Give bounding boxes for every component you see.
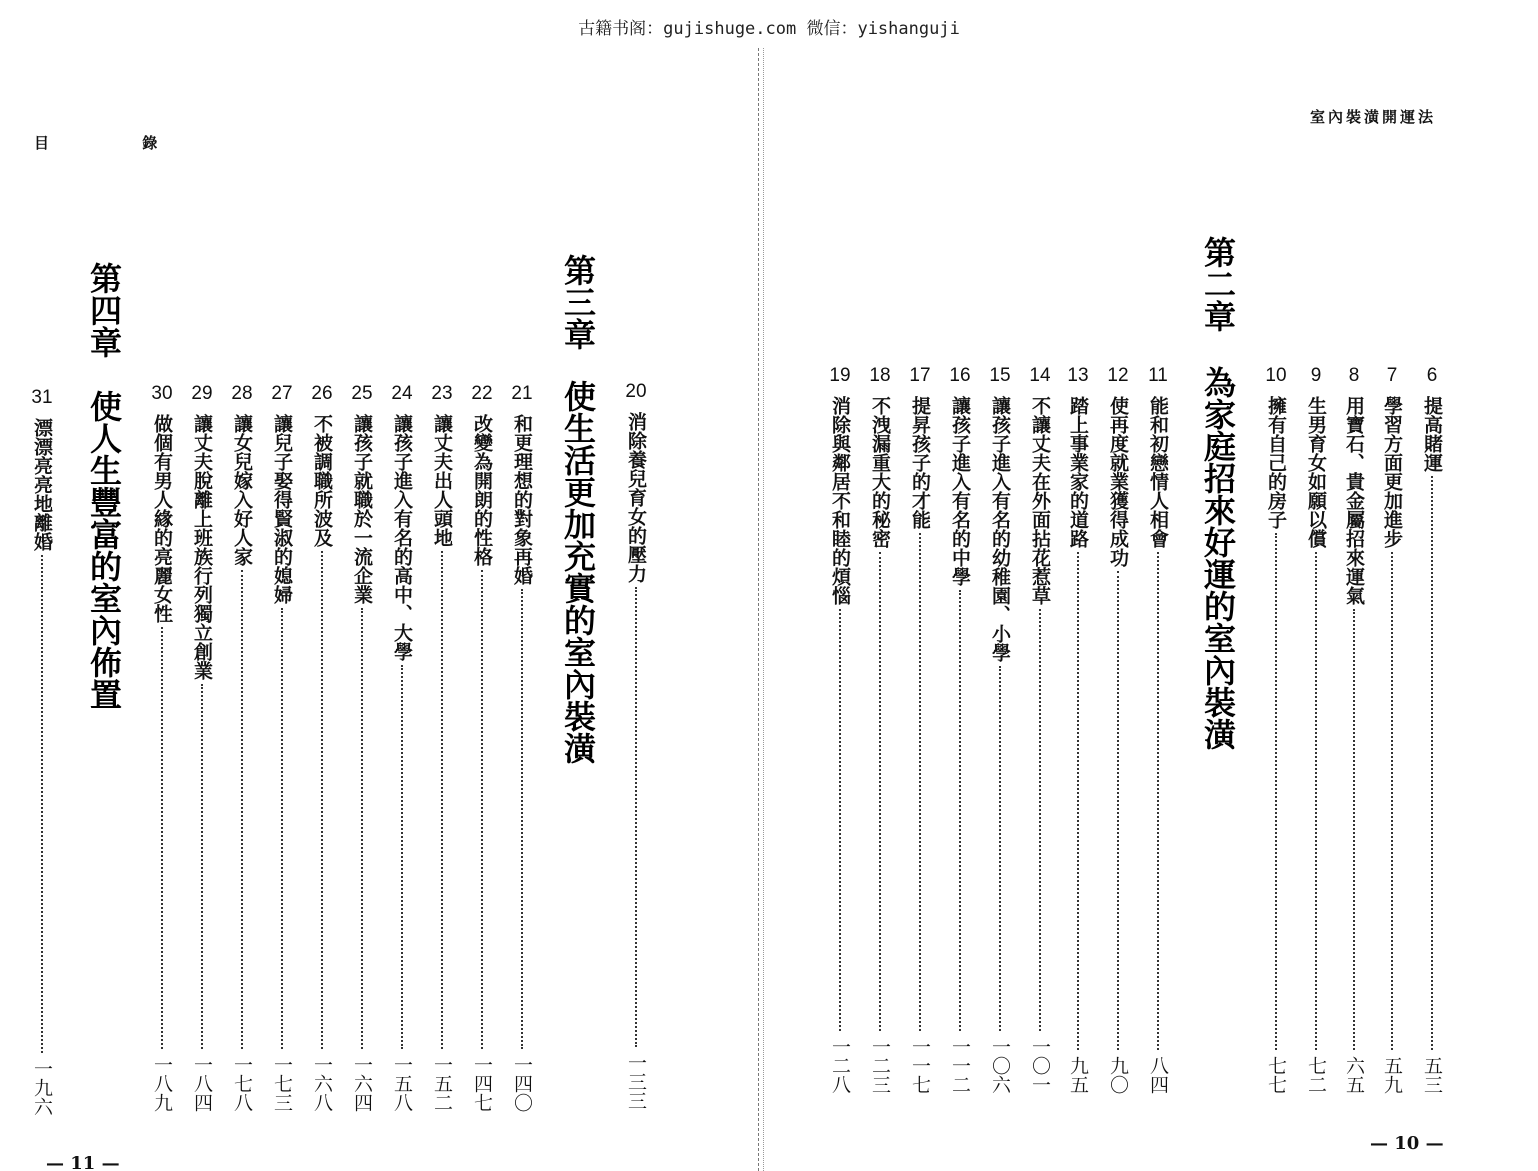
entry-number: 10 [1265, 365, 1287, 386]
entry-number: 7 [1386, 365, 1398, 386]
entry-page: 一九六 [31, 1059, 53, 1116]
toc-entry[interactable] [1020, 364, 1060, 1094]
dot-leader [999, 666, 1001, 1031]
entry-title: 讓孩子進入有名的高中、大學 [391, 414, 413, 661]
entry-page: 一二三 [869, 1037, 891, 1094]
entry-page: 六五 [1343, 1056, 1365, 1094]
entry-number: 26 [311, 383, 333, 404]
toc-entry[interactable] [302, 382, 342, 1112]
entry-number: 14 [1029, 365, 1051, 386]
entry-page: 一八四 [191, 1055, 213, 1112]
entry-title: 用寶石、貴金屬招來運氣 [1343, 396, 1365, 605]
entry-number: 31 [31, 387, 53, 408]
entry-number: 20 [625, 381, 647, 402]
entry-number: 22 [471, 383, 493, 404]
entry-number: 11 [1148, 365, 1168, 386]
toc-entry[interactable] [1256, 364, 1296, 1094]
entry-title: 使再度就業獲得成功 [1107, 396, 1129, 567]
entry-number: 30 [151, 383, 173, 404]
entry-title: 改變為開朗的性格 [471, 414, 493, 566]
entry-number: 15 [989, 365, 1011, 386]
toc-entry[interactable] [1296, 364, 1336, 1094]
toc-entry[interactable] [422, 382, 462, 1112]
toc-entry[interactable] [382, 382, 422, 1112]
toc-entry[interactable] [502, 382, 542, 1112]
entry-title: 消除養兒育女的壓力 [625, 412, 647, 583]
dot-leader [1391, 552, 1393, 1050]
entry-number: 27 [271, 383, 293, 404]
entry-page: 一七八 [231, 1055, 253, 1112]
right-page-number: — 10 — [1370, 1133, 1444, 1154]
dot-leader [1275, 533, 1277, 1050]
entry-page: 一五八 [391, 1055, 413, 1112]
entry-page: 一四七 [471, 1055, 493, 1112]
dot-leader [241, 570, 243, 1049]
entry-page: 八四 [1147, 1056, 1169, 1094]
dot-leader [919, 533, 921, 1031]
entry-number: 25 [351, 383, 373, 404]
entry-page: 七二 [1305, 1056, 1327, 1094]
entry-title: 學習方面更加進步 [1381, 396, 1403, 548]
entry-page: 七七 [1265, 1056, 1287, 1094]
entry-page: 一二八 [829, 1037, 851, 1094]
dot-leader [1431, 476, 1433, 1050]
entry-page: 一〇一 [1029, 1037, 1051, 1094]
toc-entry[interactable] [222, 382, 262, 1112]
chapter-label: 第四章 [85, 262, 123, 358]
left-page-number: — 11 — [46, 1153, 120, 1171]
chapter-title: 使人生豐富的室內佈置 [85, 390, 123, 710]
entry-title: 和更理想的對象再婚 [511, 414, 533, 585]
entry-title: 踏上事業家的道路 [1067, 396, 1089, 548]
entry-title: 做個有男人緣的亮麗女性 [151, 414, 173, 623]
entry-title: 提昇孩子的才能 [909, 396, 931, 529]
dot-leader [161, 627, 163, 1049]
entry-page: 一一二 [949, 1037, 971, 1094]
entry-title: 讓兒子娶得賢淑的媳婦 [271, 414, 293, 604]
chapter-title: 使生活更加充實的室內裝潢 [559, 380, 597, 764]
entry-title: 讓丈夫脫離上班族行列獨立創業 [191, 414, 213, 680]
entry-number: 8 [1348, 365, 1360, 386]
entry-number: 21 [511, 383, 533, 404]
entry-number: 24 [391, 383, 413, 404]
entry-number: 19 [829, 365, 851, 386]
entry-title: 不被調職所波及 [311, 414, 333, 547]
toc-entry[interactable] [182, 382, 222, 1112]
dot-leader [959, 590, 961, 1031]
dot-leader [401, 665, 403, 1049]
toc-entry[interactable] [616, 380, 656, 1110]
toc-entry[interactable] [342, 382, 382, 1112]
entry-number: 29 [191, 383, 213, 404]
dot-leader [281, 608, 283, 1049]
entry-page: 一一七 [909, 1037, 931, 1094]
watermark: 古籍书阁：gujishuge.com 微信：yishanguji [578, 19, 960, 39]
toc-entry[interactable] [1334, 364, 1374, 1094]
entry-page: 五九 [1381, 1056, 1403, 1094]
entry-number: 16 [949, 365, 971, 386]
entry-page: 一八九 [151, 1055, 173, 1112]
entry-title: 不洩漏重大的秘密 [869, 396, 891, 548]
toc-entry[interactable] [262, 382, 302, 1112]
chapter-label: 第三章 [559, 254, 597, 350]
toc-entry[interactable] [900, 364, 940, 1094]
toc-entry[interactable] [142, 382, 182, 1112]
entry-number: 28 [231, 383, 253, 404]
entry-title: 不讓丈夫在外面拈花惹草 [1029, 396, 1051, 605]
toc-entry[interactable] [462, 382, 502, 1112]
dot-leader [635, 587, 637, 1047]
dot-leader [1077, 552, 1079, 1050]
entry-page: 一五二 [431, 1055, 453, 1112]
dot-leader [1117, 571, 1119, 1050]
entry-title: 讓孩子進入有名的中學 [949, 396, 971, 586]
entry-page: 九〇 [1107, 1056, 1129, 1094]
entry-number: 9 [1310, 365, 1322, 386]
chapter-title: 為家庭招來好運的室內裝潢 [1199, 366, 1237, 750]
dot-leader [481, 570, 483, 1049]
entry-title: 讓女兒嫁入好人家 [231, 414, 253, 566]
entry-page: 一六八 [311, 1055, 333, 1112]
page-gutter [758, 48, 764, 1171]
toc-entry[interactable] [22, 386, 62, 1116]
entry-title: 能和初戀情人相會 [1147, 396, 1169, 548]
entry-page: 一七三 [271, 1055, 293, 1112]
entry-page: 一六四 [351, 1055, 373, 1112]
toc-entry[interactable] [940, 364, 980, 1094]
entry-number: 13 [1067, 365, 1089, 386]
dot-leader [521, 589, 523, 1049]
chapter-label: 第二章 [1199, 236, 1237, 332]
toc-entry[interactable] [820, 364, 860, 1094]
entry-number: 23 [431, 383, 453, 404]
toc-entry[interactable] [980, 364, 1020, 1094]
dot-leader [361, 608, 363, 1049]
entry-page: 一四〇 [511, 1055, 533, 1112]
dot-leader [441, 551, 443, 1049]
dot-leader [1353, 609, 1355, 1050]
entry-title: 漂漂亮亮地離婚 [31, 418, 53, 551]
dot-leader [1315, 552, 1317, 1050]
entry-number: 6 [1426, 365, 1438, 386]
entry-title: 提高賭運 [1421, 396, 1443, 472]
entry-page: 一三三 [625, 1053, 647, 1110]
toc-entry[interactable] [1372, 364, 1412, 1094]
dot-leader [879, 552, 881, 1031]
entry-page: 九五 [1067, 1056, 1089, 1094]
entry-title: 消除與鄰居不和睦的煩惱 [829, 396, 851, 605]
entry-number: 18 [869, 365, 891, 386]
left-page-header: 目 錄 [34, 134, 202, 152]
dot-leader [1039, 609, 1041, 1031]
toc-entry[interactable] [1138, 364, 1178, 1094]
entry-title: 讓孩子進入有名的幼稚園、小學 [989, 396, 1011, 662]
entry-title: 讓孩子就職於一流企業 [351, 414, 373, 604]
dot-leader [321, 551, 323, 1049]
entry-number: 12 [1107, 365, 1129, 386]
dot-leader [1157, 552, 1159, 1050]
entry-title: 讓丈夫出人頭地 [431, 414, 453, 547]
dot-leader [201, 684, 203, 1049]
dot-leader [41, 555, 43, 1053]
toc-entry[interactable] [1058, 364, 1098, 1094]
entry-page: 五三 [1421, 1056, 1443, 1094]
toc-entry[interactable] [1412, 364, 1452, 1094]
entry-title: 擁有自己的房子 [1265, 396, 1287, 529]
dot-leader [839, 609, 841, 1031]
toc-entry[interactable] [1098, 364, 1138, 1094]
toc-entry[interactable] [860, 364, 900, 1094]
entry-page: 一〇六 [989, 1037, 1011, 1094]
right-page-header: 室內裝潢開運法 [1310, 108, 1437, 126]
entry-title: 生男育女如願以償 [1305, 396, 1327, 548]
entry-number: 17 [909, 365, 931, 386]
